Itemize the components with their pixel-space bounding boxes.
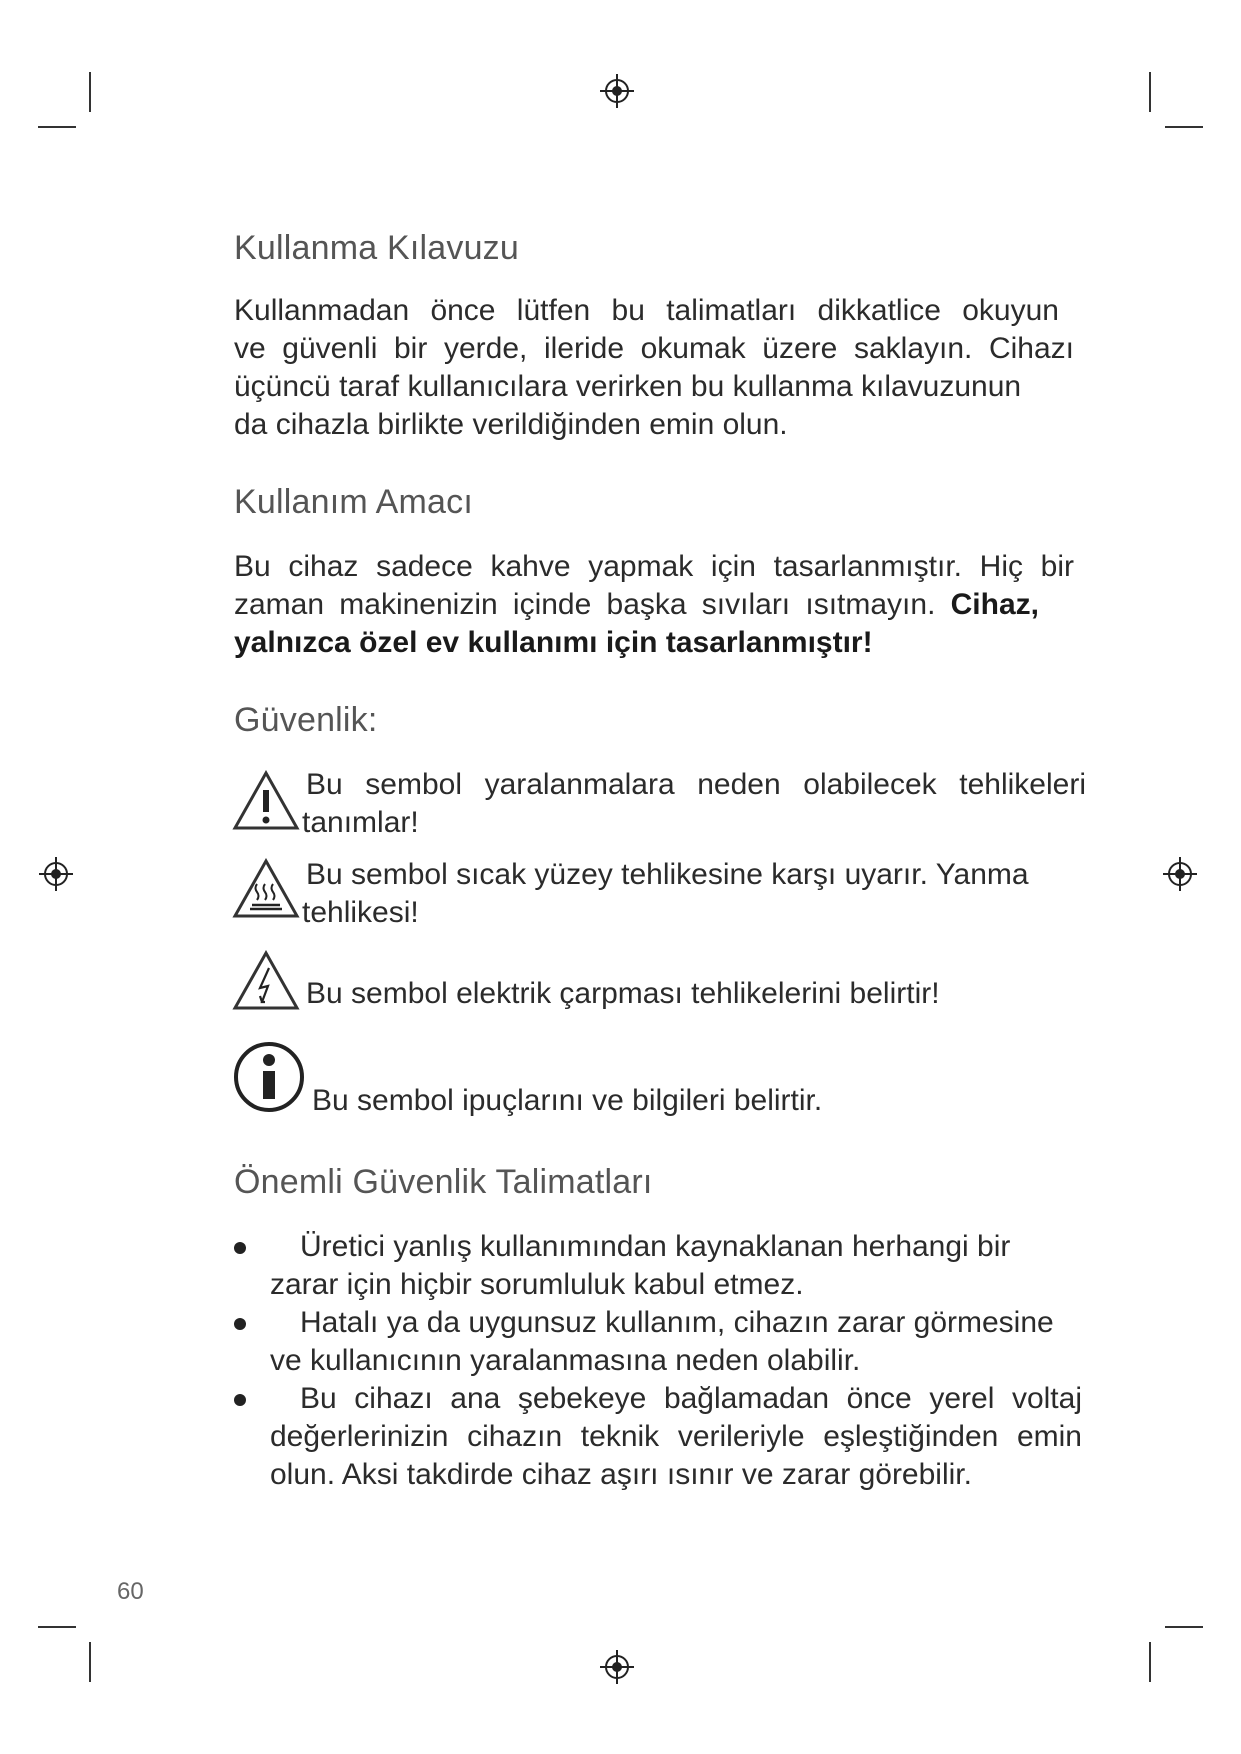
registration-mark-icon (600, 74, 634, 108)
list-item (232, 1228, 1082, 1304)
symbol-row-warning (232, 766, 1092, 846)
bullet-dot (234, 1394, 246, 1406)
list-item-text: Üretici yanlış kullanımından kaynaklanan herhangi bir zarar için hiçbir sorumluluk kabul etmez. (270, 1230, 1011, 1301)
text-line: Bu cihaz sadece kahve yapmak için tasarlanmıştır. Hiç bir (234, 550, 1074, 583)
list-item (232, 1380, 1082, 1494)
text-line: da cihazla birlikte verildiğinden emin olun. (234, 408, 788, 441)
symbol-text: Bu sembol yaralanmalara neden olabilecek tehlikeleri (306, 768, 1086, 801)
symbol-row-info (232, 1040, 1092, 1120)
purpose-paragraph (234, 548, 1074, 662)
section-title-purpose: Kullanım Amacı (234, 483, 474, 521)
bullet-dot (234, 1242, 246, 1254)
text-bold: yalnızca özel ev kullanımı için tasarlanmıştır! (234, 626, 873, 659)
manual-paragraph (234, 292, 1074, 444)
crop-mark (89, 1642, 91, 1682)
crop-mark (1165, 126, 1203, 128)
bullet-list (232, 1228, 1082, 1494)
crop-mark (1149, 1642, 1151, 1682)
text-line (234, 586, 1039, 624)
section-title-safety: Güvenlik: (234, 701, 378, 739)
list-item-text: Hatalı ya da uygunsuz kullanım, cihazın zarar görmesine ve kullanıcının yaralanmasına neden olabilir. (270, 1306, 1054, 1377)
symbol-text: tanımlar! (302, 806, 419, 839)
electric-shock-icon (232, 950, 300, 1012)
text-line: ve güvenli bir yerde, ileride okumak üzere saklayın. Cihazı (234, 332, 1074, 365)
page-number: 60 (117, 1578, 144, 1605)
crop-mark (1165, 1626, 1203, 1628)
warning-icon (232, 770, 300, 832)
text-normal: zaman makinenizin içinde başka sıvıları ısıtmayın. (234, 588, 951, 621)
text-line (234, 624, 1059, 662)
crop-mark (38, 126, 76, 128)
crop-mark (89, 72, 91, 112)
registration-mark-icon (1163, 857, 1197, 891)
section-title-manual: Kullanma Kılavuzu (234, 229, 519, 267)
text-bold: Cihaz, (950, 588, 1039, 621)
text-line: üçüncü taraf kullanıcılara verirken bu kullanma kılavuzunun (234, 370, 1022, 403)
hot-surface-icon (232, 858, 300, 920)
registration-mark-icon (600, 1650, 634, 1684)
registration-mark-icon (39, 857, 73, 891)
symbol-text: Bu sembol ipuçlarını ve bilgileri belirtir. (312, 1084, 823, 1117)
symbol-row-electric (232, 950, 1092, 1022)
crop-mark (1149, 72, 1151, 112)
text-line: Kullanmadan önce lütfen bu talimatları dikkatlice okuyun (234, 294, 1059, 327)
section-title-important: Önemli Güvenlik Talimatları (234, 1163, 653, 1201)
list-item (232, 1304, 1082, 1380)
symbol-row-hot-surface (232, 856, 1092, 936)
symbol-text: Bu sembol sıcak yüzey tehlikesine karşı uyarır. Yanma (306, 858, 1029, 891)
list-item-text: Bu cihazı ana şebekeye bağlamadan önce yerel voltaj değerlerinizin cihazın teknik verileriyle eşleştiğinden emin olun. Aksi takdirde cihaz aşırı ısınır ve zarar görebilir. (270, 1382, 1082, 1491)
symbol-text: Bu sembol elektrik çarpması tehlikelerini belirtir! (306, 977, 940, 1010)
bullet-dot (234, 1318, 246, 1330)
info-icon (232, 1040, 306, 1114)
symbol-text: tehlikesi! (302, 896, 419, 929)
crop-mark (38, 1626, 76, 1628)
